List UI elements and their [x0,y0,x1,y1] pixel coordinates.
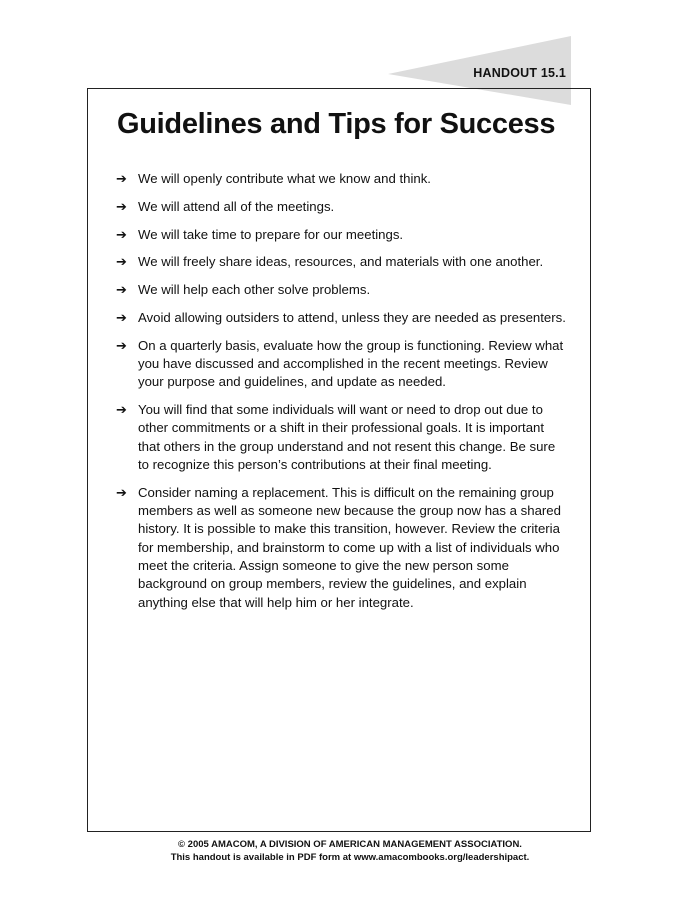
list-item [116,309,566,327]
arrow-bullet-icon: ➔ [116,171,127,186]
list-item [116,170,566,188]
list-item-text: We will help each other solve problems. [138,282,371,298]
list-item-text: We will freely share ideas, resources, and materials with one another. [138,254,544,270]
list-item [116,226,566,244]
arrow-bullet-icon: ➔ [116,484,127,500]
page-title: Guidelines and Tips for Success [117,108,556,140]
list-item [116,401,566,474]
footer-availability: This handout is available in PDF form at www.amacombooks.org/leadershipact. [170,852,530,863]
handout-label: HANDOUT 15.1 [473,66,566,80]
footer-copyright: © 2005 AMACOM, A DIVISION OF AMERICAN MANAGEMENT ASSOCIATION. [178,839,522,850]
arrow-bullet-icon: ➔ [116,309,127,325]
list-item-text: Avoid allowing outsiders to attend, unless they are needed as presenters. [138,309,566,325]
list-item [116,484,566,612]
list-item-text: Consider naming a replacement. This is difficult on the remaining group members as well as someone new because the group now has a shared history. It is possible to make this transition, however. Review the criteria for membership, and brainstorm to come up with a list of individuals who meet the criteria. Assign someone to give the new person some background on group members, review the guidelines, and explain anything else that will help him or her integrate. [138,484,561,610]
list-item [116,253,566,271]
list-item-text: We will openly contribute what we know and think. [138,171,431,186]
arrow-bullet-icon: ➔ [116,402,127,418]
arrow-bullet-icon: ➔ [116,254,127,270]
list-item [116,281,566,299]
list-item [116,337,566,392]
page-footer [0,838,678,864]
arrow-bullet-icon: ➔ [116,226,127,242]
arrow-bullet-icon: ➔ [116,337,127,353]
list-item-text: We will attend all of the meetings. [138,198,335,214]
list-item [116,198,566,216]
arrow-bullet-icon: ➔ [116,282,127,298]
list-item-text: We will take time to prepare for our meetings. [138,226,404,242]
arrow-bullet-icon: ➔ [116,198,127,214]
list-item-text: You will find that some individuals will want or need to drop out due to other commitments or a shift in their professional goals. It is important that others in the group understand and not resent this change. Be sure to recognize this person’s contributions at their final meeting. [138,402,556,473]
list-item-text: On a quarterly basis, evaluate how the group is functioning. Review what you have discussed and accomplished in the recent meetings. Review your purpose and guidelines, and update as needed. [138,337,564,390]
guidelines-list [116,170,566,621]
